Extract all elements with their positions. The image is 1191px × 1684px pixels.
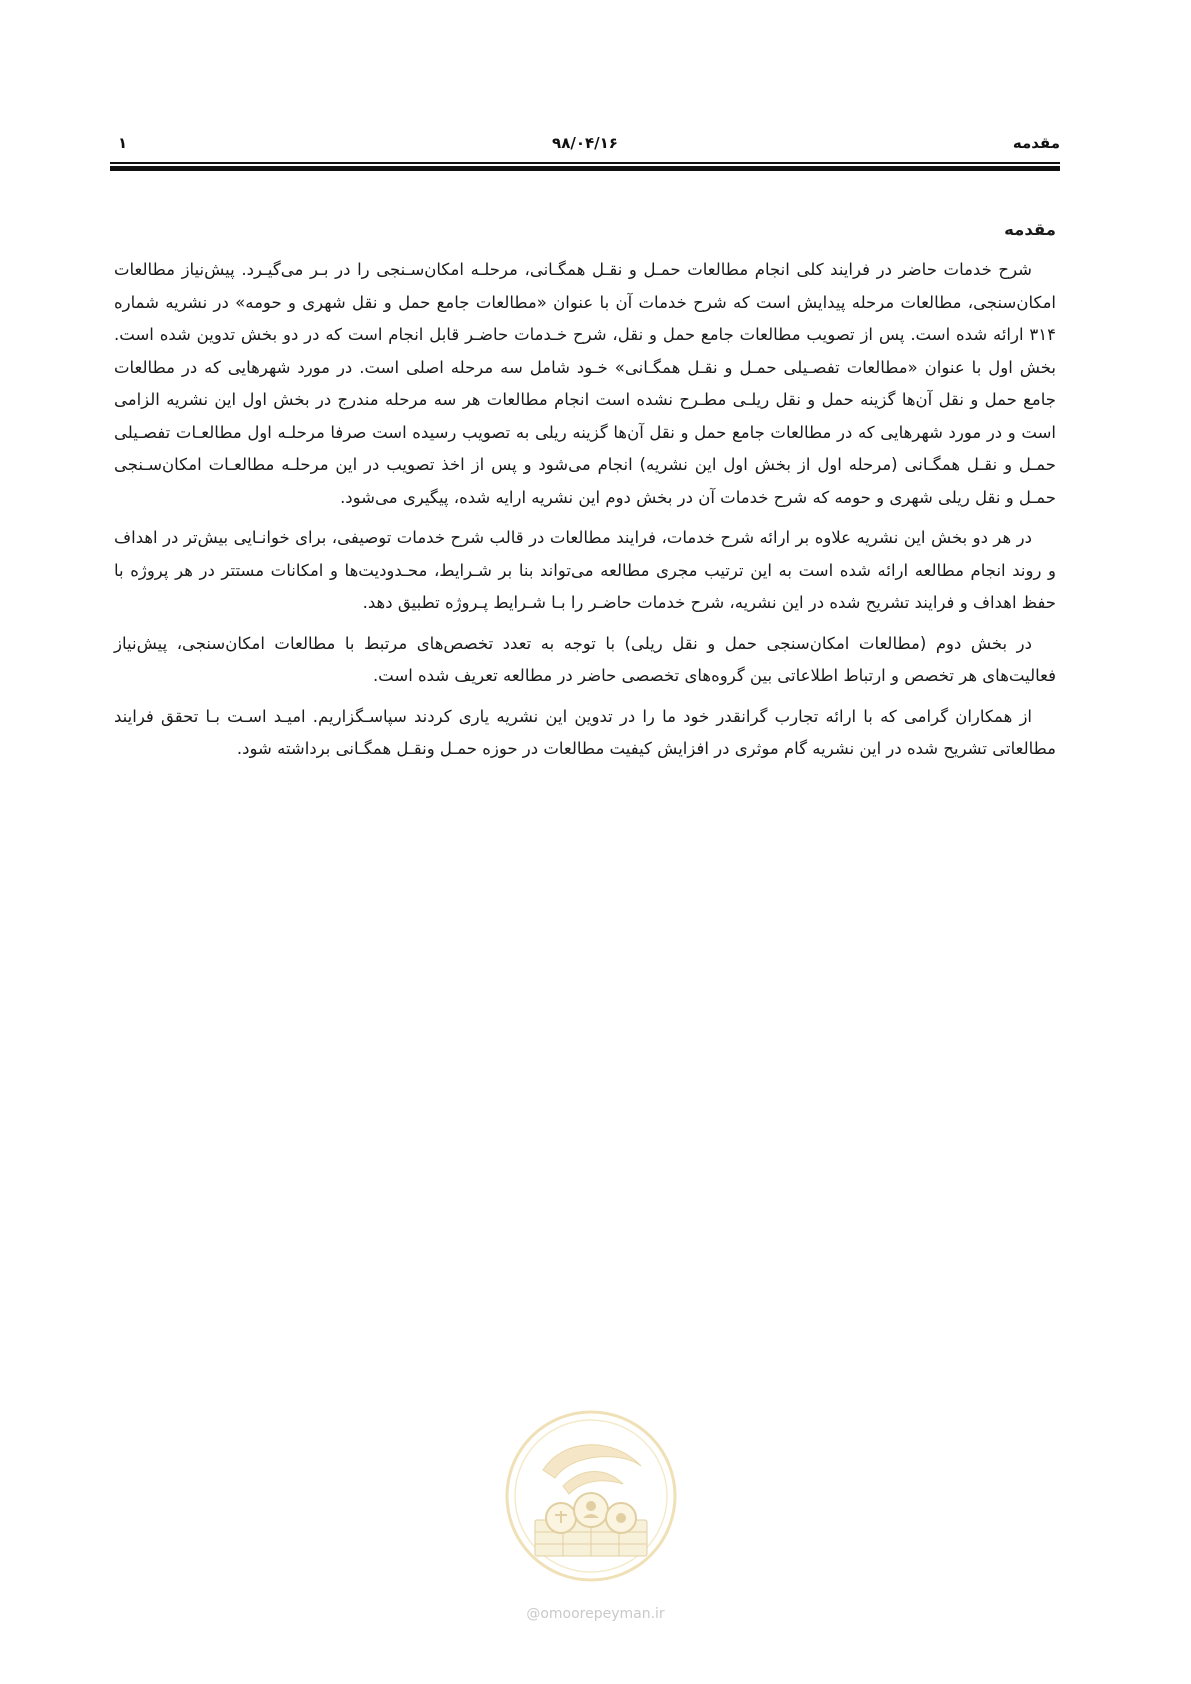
paragraph-1: شرح خدمات حاضر در فرایند کلی انجام مطالعات حمـل و نقـل همگـانی، مرحلـه امکان‌سـنجی را در بـر می‌گیـرد. پیش‌نیاز مطالعات امکان‌سنجی، مطالعات مرحله پیدایش است که شرح خدمات آن با عنوان «مطالعات جامع حمل و نقل شهری و حومه» در نشریه شماره ۳۱۴ ارائه شده است. پس از تصویب مطالعات جامع حمل و نقل، شرح خـدمات حاضـر قابل انجام است که در دو بخش تدوین شده است. بخش اول با عنوان «مطالعات تفصـیلی حمـل و نقـل همگـانی» خـود شامل سه مرحله اصلی است. در مورد شهرهایی که در مطالعات جامع حمل و نقل آن‌ها گزینه حمل و نقل ریلـی مطـرح نشده است انجام مطالعات هر سه مرحله مندرج در بخش اول این نشریه الزامی است و در مورد شهرهایی که در مطالعات جامع حمل و نقل آن‌ها گزینه ریلی به تصویب رسیده است صرفا مرحلـه اول مطالعـات تفصـیلی حمـل و نقـل همگـانی (مرحله اول از بخش اول این نشریه) انجام می‌شود و پس از اخذ تصویب در این مرحلـه مطالعـات امکان‌سـنجی حمـل و نقل ریلی شهری و حومه که شرح خدمات آن در بخش دوم این نشریه ارایه شده، پیگیری می‌شود. [114, 260, 1056, 507]
watermark-logo-icon [503, 1408, 679, 1584]
paragraph-4: از همکاران گرامی که با ارائه تجارب گرانقدر خود ما را در تدوین این نشریه یاری کردند سپاسـگزاریم. امیـد اسـت بـا تحقق فرایند مطالعاتی تشریح شده در این نشریه گام موثری در افزایش کیفیت مطالعات در حوزه حمـل ونقـل همگـانی برداشته شود. [114, 706, 1056, 758]
watermark-url: @omoorepeyman.ir [526, 1606, 665, 1622]
page-header [110, 128, 1060, 164]
header-date: ۹۸/۰۴/۱۶ [552, 134, 618, 152]
page-body [114, 218, 1056, 774]
header-section-title: مقدمه [1012, 134, 1060, 152]
section-heading: مقدمه [1004, 220, 1056, 239]
paragraph-2: در هر دو بخش این نشریه علاوه بر ارائه شرح خدمات، فرایند مطالعات در قالب شرح خدمات توصیفی، برای خوانـایی بیش‌تر در اهداف و روند انجام مطالعه ارائه شده است به این ترتیب مجری مطالعه می‌تواند بنا بر شـرایط، محـدودیت‌ها و امکانات مستتر در هر پروژه با حفظ اهداف و فرایند تشریح شده در این نشریه، شرح خدمات حاضـر را بـا شـرایط پـروژه تطبیق دهد. [114, 528, 1056, 612]
header-rule-thick [110, 166, 1060, 171]
header-rule-thin [110, 162, 1060, 164]
header-page-number: ۱ [118, 134, 128, 152]
paragraph-3: در بخش دوم (مطالعات امکان‌سنجی حمل و نقل ریلی) با توجه به تعدد تخصص‌های مرتبط با مطالعات امکان‌سنجی، پیش‌نیاز فعالیت‌های هر تخصص و ارتباط اطلاعاتی بین گروه‌های تخصصی حاضر در مطالعه تعریف شده است. [114, 633, 1056, 685]
